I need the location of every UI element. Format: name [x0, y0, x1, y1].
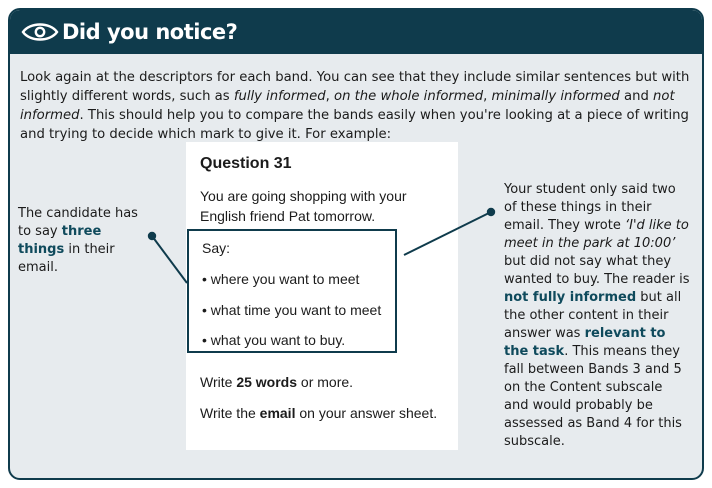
- say-item: • where you want to meet: [202, 271, 360, 287]
- quoted-answer: ‘I'd like to meet in the park at 10:00’: [504, 218, 689, 251]
- say-item: • what time you want to meet: [202, 302, 382, 318]
- email-word: email: [259, 405, 296, 421]
- instruction-text: Write: [200, 374, 237, 390]
- left-annotation: [18, 205, 146, 277]
- panel-title: Did you notice?: [62, 20, 238, 44]
- instruction-text: on your answer sheet.: [295, 405, 438, 421]
- say-item: • what you want to buy.: [202, 332, 346, 348]
- right-connector: [404, 212, 491, 255]
- intro-sep: ,: [325, 89, 335, 104]
- instruction-text: Write the: [200, 405, 260, 421]
- annotation-text: The candidate has to say: [18, 206, 138, 239]
- intro-text: Look again at the descriptors for each band. You can see that they include similar sentences but with slightly different words, such as: [20, 70, 690, 104]
- say-label: Say:: [202, 240, 231, 256]
- highlight-not-fully-informed: not fully informed: [504, 290, 637, 305]
- term-not-informed: not informed: [20, 89, 675, 123]
- highlight-three-things: three things: [18, 224, 102, 257]
- word-count: 25 words: [236, 374, 298, 390]
- intro-sep: and: [619, 89, 654, 104]
- question-intro: You are going shopping with your English friend Pat tomorrow.: [200, 188, 407, 224]
- annotation-text: in their email.: [18, 242, 115, 275]
- left-connector-dot: [148, 232, 156, 240]
- highlight-relevant-to-task: relevant to the task: [504, 326, 666, 359]
- right-annotation: [504, 181, 690, 451]
- annotation-text: but all the other content in their answer was: [504, 290, 682, 341]
- annotation-text: . This means they fall between Bands 3 and 5 on the Content subscale and would probably be assessed as Band 4 for this subscale.: [504, 344, 682, 449]
- term-minimally-informed: minimally informed: [491, 89, 620, 104]
- term-fully-informed: fully informed: [233, 89, 326, 104]
- question-title: Question 31: [200, 155, 292, 172]
- term-on-the-whole-informed: on the whole informed: [334, 89, 484, 104]
- annotation-text: but did not say what they wanted to buy. The reader is: [504, 254, 690, 287]
- intro-sep: ,: [483, 89, 492, 104]
- annotation-text: Your student only said two of these things in their email. They wrote: [504, 182, 676, 233]
- instruction-text: or more.: [297, 374, 354, 390]
- left-connector: [152, 236, 187, 283]
- right-connector-dot: [487, 208, 495, 216]
- intro-text: . This should help you to compare the bands easily when you're looking at a piece of writing and trying to decide which mark to give it. For example:: [20, 108, 689, 142]
